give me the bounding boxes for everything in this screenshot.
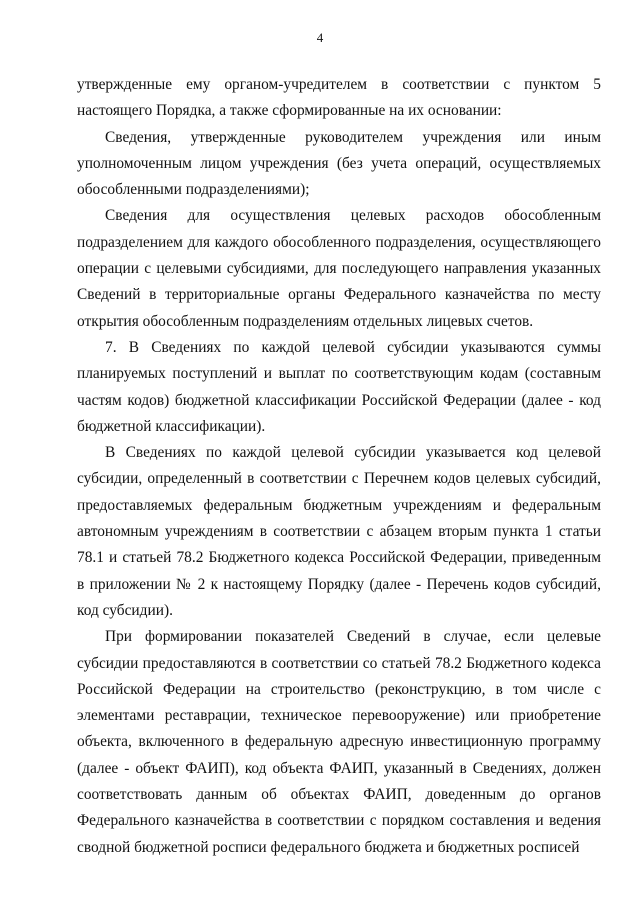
document-body (77, 72, 601, 861)
paragraph-continuation: утвержденные ему органом-учредителем в соответствии с пунктом 5 настоящего Порядка, а также сформированные на их основании: (77, 76, 601, 120)
paragraph-faip: При формировании показателей Сведений в случае, если целевые субсидии предоставляются в соответствии со статьей 78.2 Бюджетного кодекса Российской Федерации на строительство (реконструкцию, в том числе с элементами реставрации, техническое перевооружение) или приобретение объекта, включенного в федеральную адресную инвестиционную программу (далее - объект ФАИП), код объекта ФАИП, указанный в Сведениях, должен соответствовать данным об объектах ФАИП, доведенным до органов Федерального казначейства в соответствии с порядком составления и ведения сводной бюджетной росписи федерального бюджета и бюджетных росписей (77, 628, 601, 856)
paragraph-svedeniya-approved: Сведения, утвержденные руководителем учреждения или иным уполномоченным лицом учреждения (без учета операций, осуществляемых обособленными подразделениями); (77, 128, 601, 199)
paragraph-clause-7: 7. В Сведениях по каждой целевой субсидии указываются суммы планируемых поступлений и выплат по соответствующим кодам (составным частям кодов) бюджетной классификации Российской Федерации (далее - код бюджетной классификации). (77, 338, 601, 435)
paragraph-subsidy-code: В Сведениях по каждой целевой субсидии указывается код целевой субсидии, определенный в соответствии с Перечнем кодов целевых субсидий, предоставляемых федеральным бюджетным учреждениям и федеральным автономным учреждениям в соответствии с абзацем вторым пункта 1 статьи 78.1 и статьей 78.2 Бюджетного кодекса Российской Федерации, приведенным в приложении № 2 к настоящему Порядку (далее - Перечень кодов субсидий, код субсидии). (77, 444, 601, 619)
page-number: 4 (316, 30, 324, 45)
paragraph-svedeniya-separate-units: Сведения для осуществления целевых расходов обособленным подразделением для каждого обособленного подразделения, осуществляющего операции с целевыми субсидиями, для последующего направления указанных Сведений в территориальные органы Федерального казначейства по месту открытия обособленным подразделениям отдельных лицевых счетов. (77, 207, 601, 330)
